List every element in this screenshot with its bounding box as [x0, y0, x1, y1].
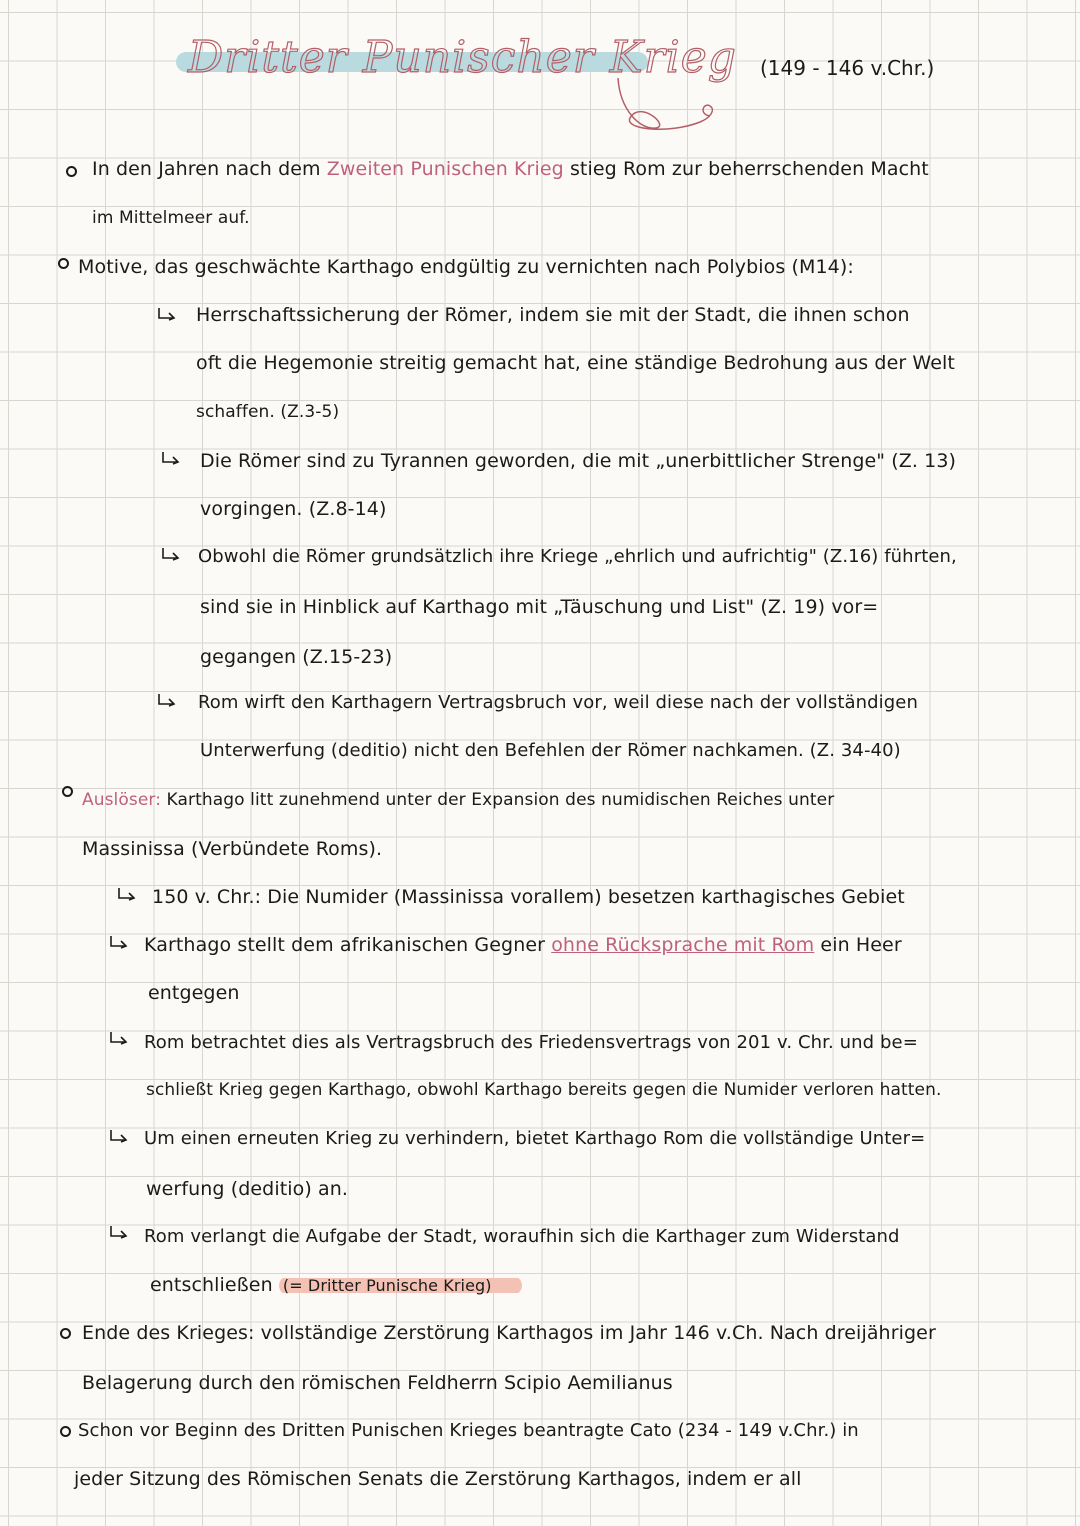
text-line: Belagerung durch den römischen Feldherrn Scipio Aemilianus	[82, 1372, 673, 1394]
page-title: Dritter Punischer Krieg	[188, 32, 737, 83]
text-segment: Karthago stellt dem afrikanischen Gegner	[144, 934, 546, 956]
text-line: 150 v. Chr.: Die Numider (Massinissa vorallem) besetzen karthagisches Gebiet	[152, 886, 905, 908]
text-segment: ein Heer	[820, 934, 902, 956]
text-line: Motive, das geschwächte Karthago endgültig zu vernichten nach Polybios (M14):	[78, 256, 854, 278]
highlighted-note: (= Dritter Punische Krieg)	[279, 1276, 522, 1295]
arrow-icon	[116, 886, 138, 902]
text-line: Schon vor Beginn des Dritten Punischen Krieges beantragte Cato (234 - 149 v.Chr.) in	[78, 1420, 859, 1441]
text-line: werfung (deditio) an.	[146, 1178, 349, 1200]
text-line: schließt Krieg gegen Karthago, obwohl Karthago bereits gegen die Numider verloren hatten.	[146, 1080, 942, 1100]
text-line	[144, 936, 902, 955]
highlighted-term: ohne Rücksprache mit Rom	[551, 934, 815, 956]
text-segment: Karthago litt zunehmend unter der Expansion des numidischen Reiches unter	[166, 790, 835, 810]
text-segment: In den Jahren nach dem	[92, 158, 321, 180]
text-line: entgegen	[148, 982, 240, 1004]
arrow-icon	[156, 306, 178, 322]
text-line: gegangen (Z.15-23)	[200, 646, 393, 668]
text-segment: stieg Rom zur beherrschenden Macht	[569, 158, 929, 180]
text-line: Die Römer sind zu Tyrannen geworden, die mit „unerbittlicher Strenge" (Z. 13)	[200, 450, 957, 472]
text-line	[92, 160, 929, 179]
highlighted-term: Zweiten Punischen Krieg	[326, 158, 564, 180]
arrow-icon	[160, 450, 182, 466]
title-flourish-icon	[610, 70, 730, 140]
text-line: schaffen. (Z.3-5)	[196, 402, 340, 422]
bullet-icon	[58, 258, 69, 269]
bullet-icon	[62, 786, 73, 797]
bullet-icon	[60, 1328, 71, 1339]
bullet-icon	[60, 1426, 71, 1437]
text-line: Unterwerfung (deditio) nicht den Befehlen der Römer nachkamen. (Z. 34-40)	[200, 740, 901, 761]
text-line: Obwohl die Römer grundsätzlich ihre Kriege „ehrlich und aufrichtig" (Z.16) führten,	[198, 546, 957, 567]
text-line	[82, 792, 834, 809]
text-line: Herrschaftssicherung der Römer, indem sie mit der Stadt, die ihnen schon	[196, 304, 910, 326]
text-segment: entschließen	[150, 1274, 273, 1296]
text-line	[150, 1276, 522, 1295]
trigger-label: Auslöser:	[82, 790, 162, 810]
text-line: sind sie in Hinblick auf Karthago mit „Täuschung und List" (Z. 19) vor=	[200, 596, 879, 618]
text-line: Um einen erneuten Krieg zu verhindern, bietet Karthago Rom die vollständige Unter=	[144, 1128, 926, 1149]
text-line: vorgingen. (Z.8-14)	[200, 498, 387, 520]
text-line: Rom wirft den Karthagern Vertragsbruch vor, weil diese nach der vollständigen	[198, 692, 918, 713]
arrow-icon	[108, 934, 130, 950]
bullet-icon	[66, 166, 77, 177]
text-line: Rom betrachtet dies als Vertragsbruch des Friedensvertrags von 201 v. Chr. und be=	[144, 1032, 918, 1053]
arrow-icon	[156, 692, 178, 708]
text-line: jeder Sitzung des Römischen Senats die Zerstörung Karthagos, indem er all	[74, 1468, 802, 1490]
text-line: Massinissa (Verbündete Roms).	[82, 838, 383, 860]
title-block	[170, 30, 737, 100]
text-line: Ende des Krieges: vollständige Zerstörung Karthagos im Jahr 146 v.Ch. Nach dreijähriger	[82, 1322, 936, 1344]
text-line: oft die Hegemonie streitig gemacht hat, eine ständige Bedrohung aus der Welt	[196, 352, 955, 374]
arrow-icon	[108, 1128, 130, 1144]
arrow-icon	[160, 546, 182, 562]
text-line: Rom verlangt die Aufgabe der Stadt, woraufhin sich die Karthager zum Widerstand	[144, 1226, 900, 1247]
date-range: (149 - 146 v.Chr.)	[760, 56, 935, 80]
arrow-icon	[108, 1030, 130, 1046]
text-line: im Mittelmeer auf.	[92, 208, 250, 228]
arrow-icon	[108, 1224, 130, 1240]
